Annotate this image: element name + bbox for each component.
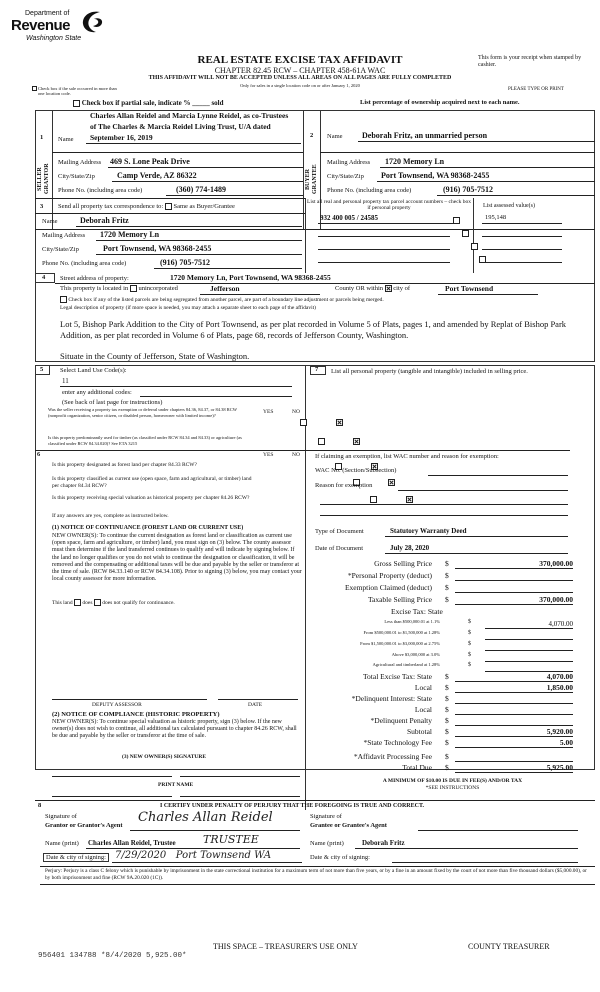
section-7-number: 7 — [315, 366, 319, 373]
logo-state-text: Washington State — [26, 35, 82, 42]
row-taxable — [305, 595, 595, 606]
logo-dept-text: Department of — [25, 10, 70, 17]
parcel-personal-checkbox-2[interactable] — [462, 230, 469, 237]
does-not-label: does not qualify for continuance. — [102, 599, 175, 606]
segregated-checkbox[interactable] — [60, 296, 67, 303]
additional-codes-label: enter any additional codes: — [62, 389, 132, 396]
row-delinq-state — [305, 694, 595, 705]
currency-sign: $ — [445, 694, 449, 703]
does-not-qualify-checkbox[interactable] — [94, 599, 101, 606]
s6-q2-no-checkbox[interactable] — [388, 479, 395, 486]
personal-value[interactable] — [455, 571, 573, 581]
s5-q2-yes-checkbox[interactable] — [318, 438, 325, 445]
penalty-label: *Delinquent Penalty — [370, 716, 432, 725]
corr-name-label: Name — [42, 218, 58, 225]
ag-value[interactable] — [485, 662, 573, 672]
parcel-personal-checkbox-1[interactable] — [453, 217, 460, 224]
wac-label: WAC No. (Section/Subsection) — [315, 467, 397, 474]
county-or-within-label: County OR within — [335, 285, 384, 292]
buyer-city-value[interactable]: Port Townsend, WA 98368-2455 — [381, 171, 490, 180]
type-or-print: PLEASE TYPE OR PRINT — [508, 87, 564, 92]
s5-q2-no-checkbox[interactable] — [353, 438, 360, 445]
minimum-note: A MINIMUM OF $10.00 IS DUE IN FEE(S) AND/OR TAX — [382, 778, 523, 784]
logo-revenue-text: Revenue — [11, 17, 71, 34]
currency-sign: $ — [445, 727, 449, 736]
this-land-label: This land — [52, 599, 73, 606]
corr-mailing-label: Mailing Address — [42, 232, 86, 239]
seller-phone-label: Phone No. (including area code) — [58, 187, 143, 194]
legal-description[interactable]: Lot 5, Bishop Park Addition to the City of Port Townsend, as per plat recorded in Volume 5 of Plats, pages 1, and amended by Replat of Bishop Park Addition, as per plat recorded in Volume 6 of Plats, page 68, records of Jefferson County, Washington. — [60, 319, 567, 340]
corr-phone-label: Phone No. (including area code) — [42, 260, 127, 267]
parcel-number-1[interactable]: 932 400 005 / 24585 — [320, 214, 378, 222]
city-of-label: city of — [393, 285, 411, 292]
row-tech-fee — [305, 738, 595, 749]
row-delinq-local — [305, 705, 595, 716]
tier1-value[interactable]: 4,070.00 — [485, 619, 573, 629]
exemption-claimed-label: Exemption Claimed (deduct) — [344, 583, 432, 592]
grantee-sig-label-1: Signature of — [310, 813, 342, 820]
section-2-number: 2 — [310, 132, 314, 139]
land-use-code[interactable]: 11 — [62, 377, 69, 385]
unincorporated-label: unincorporated — [138, 285, 178, 292]
treasurer-space-label: THIS SPACE – TREASURER'S USE ONLY — [213, 942, 358, 951]
corr-mailing-value[interactable]: 1720 Memory Ln — [100, 230, 160, 239]
total-due-value[interactable]: 5,925.00 — [455, 763, 573, 773]
row-tier3 — [305, 641, 595, 652]
street-label: Street address of property: — [60, 275, 129, 282]
multi-location-label: Check box if the sale occurred in more than one location code. — [38, 86, 117, 96]
tech-fee-label: *State Technology Fee — [363, 738, 432, 747]
correspondence-label — [58, 203, 235, 210]
legal-label: Legal description of property (if more space is needed, you may attach a separate sheet to each page of the affidavit) — [60, 305, 316, 311]
tier1-label: Less than $500,000.01 at 1.1% — [384, 619, 440, 624]
grantee-signature-line — [418, 830, 578, 831]
date-label: DATE — [248, 702, 263, 708]
row-subtotal — [305, 727, 595, 738]
s6-q3-yes-checkbox[interactable] — [370, 496, 377, 503]
perjury-notice — [45, 868, 593, 882]
currency-sign: $ — [445, 716, 449, 725]
currency-sign: $ — [468, 662, 471, 668]
buyer-side-label: BUYER GRANTEE — [305, 164, 318, 194]
continuance-row — [52, 599, 175, 606]
buyer-name-value[interactable]: Deborah Fritz, an unmarried person — [362, 131, 488, 140]
buyer-mailing-value[interactable]: 1720 Memory Ln — [385, 157, 445, 166]
county-value[interactable]: Jefferson — [210, 284, 240, 293]
ag-label: Agricultural and timberland at 1.28% — [372, 662, 440, 667]
affidavit-fee-label: *Affidavit Processing Fee — [353, 752, 432, 761]
dor-logo — [8, 8, 118, 48]
s5-q1-yes-checkbox[interactable] — [300, 419, 307, 426]
taxable-value[interactable]: 370,000.00 — [455, 595, 573, 605]
delinq-state-value[interactable] — [455, 694, 573, 704]
subtotal-label: Subtotal — [406, 727, 432, 736]
parcel-value-1[interactable]: 195,148 — [485, 214, 507, 221]
dor-swirl-icon — [78, 8, 106, 36]
tech-fee-value[interactable]: 5.00 — [455, 738, 573, 748]
partial-sale-checkbox[interactable] — [73, 100, 80, 107]
buyer-name-label: Name — [327, 133, 343, 140]
does-label: does — [82, 599, 93, 606]
reason-label: Reason for exemption — [315, 482, 373, 489]
partial-sale-row — [73, 99, 224, 107]
tier2-label: From $500,000.01 to $1,500,000 at 1.28% — [363, 630, 440, 635]
s6-q3-no-checkbox[interactable] — [406, 496, 413, 503]
s6-question-1: Is this property designated as forest land per chapter 84.33 RCW? — [52, 462, 197, 468]
row-exemption — [305, 583, 595, 594]
notice-1-body: NEW OWNER(S): To continue the current designation as forest land or classification as current use (open space, farm and agriculture, or timber) land, you must sign on (3) below. The county assessor must then determine if the land transferred continues to qualify and will indicate by signing below. If the land no longer qualifies or you do not wish to continue the designation or classification, it will be removed and the compensating or additional taxes will be due and payable by the seller or transferor at the time of sale. (RCW 84.33.140 or RCW 84.34.108). Prior to signing (3) below, you may contact your local county assessor for more information. — [52, 533, 302, 583]
s6-if-yes: If any answers are yes, complete as instructed below. — [52, 513, 169, 519]
buyer-mailing-label: Mailing Address — [327, 159, 371, 166]
delinq-state-label: *Delinquent Interest: State — [351, 694, 432, 703]
total-state-label: Total Excise Tax: State — [362, 672, 432, 681]
grantor-name-value[interactable]: Charles Allan Reidel, Trustee — [88, 839, 176, 847]
penalty-value[interactable] — [455, 716, 573, 726]
parcel-personal-checkbox-3[interactable] — [471, 243, 478, 250]
within-city-checkbox[interactable] — [385, 285, 392, 292]
section-5-number: 5 — [40, 366, 44, 373]
seller-name-line-2[interactable]: of The Charles & Marcia Reidel Living Trust, U/A dated — [90, 122, 271, 131]
doc-date-label: Date of Document — [315, 545, 364, 552]
personal-label: *Personal Property (deduct) — [347, 571, 432, 580]
form-warning: THIS AFFIDAVIT WILL NOT BE ACCEPTED UNLESS ALL AREAS ON ALL PAGES ARE FULLY COMPLETED — [148, 75, 452, 81]
currency-sign: $ — [468, 641, 471, 647]
located-row — [60, 285, 178, 292]
located-label: This property is located in — [60, 285, 129, 292]
certify-statement: I CERTIFY UNDER PENALTY OF PERJURY THAT THE FOREGOING IS TRUE AND CORRECT. — [160, 803, 425, 809]
same-as-buyer-checkbox[interactable] — [165, 203, 172, 210]
excise-header: Excise Tax: State — [391, 607, 443, 616]
section-8-number: 8 — [38, 802, 42, 809]
land-use-label: Select Land Use Code(s): — [60, 367, 127, 374]
receipt-note: This form is your receipt when stamped by cashier. — [478, 55, 582, 68]
form-subtitle: CHAPTER 82.45 RCW – CHAPTER 458-61A WAC — [214, 66, 386, 75]
segregated-label: Check box if any of the listed parcels are being segregated from another parcel, are part of a boundary line adjustment or parcels being merged. — [68, 296, 384, 303]
grantor-name-handwritten[interactable]: TRUSTEE — [203, 833, 259, 846]
seller-name-label: Name — [58, 136, 74, 143]
seller-city-label: City/State/Zip — [58, 173, 95, 180]
buyer-phone-value[interactable]: (916) 705-7512 — [443, 185, 493, 194]
personal-property-label: List all personal property (tangible and intangible) included in selling price. — [331, 368, 528, 375]
deputy-assessor-label: DEPUTY ASSESSOR — [92, 702, 142, 708]
doc-type-value[interactable]: Statutory Warranty Deed — [390, 527, 467, 535]
currency-sign: $ — [445, 763, 449, 772]
row-personal — [305, 571, 595, 582]
same-as-buyer-label: Same as Buyer/Grantee — [173, 203, 235, 210]
county-treasurer-label: COUNTY TREASURER — [468, 942, 550, 951]
grantor-date-value[interactable]: 7/29/2020 Port Townsend WA — [115, 850, 272, 861]
cashier-stamp: 956401 134788 *8/4/2020 5,925.00* — [38, 952, 187, 960]
tier2-value[interactable] — [485, 630, 573, 640]
s6-yes-header: YES — [263, 452, 274, 458]
row-total-state — [305, 672, 595, 683]
currency-sign: $ — [468, 652, 471, 658]
s6-no-header: NO — [292, 452, 300, 458]
currency-sign: $ — [445, 583, 449, 592]
legal-situate[interactable]: Situate in the County of Jefferson, State of Washington. — [60, 351, 250, 361]
section-3-number: 3 — [40, 203, 44, 210]
ownership-note: List percentage of ownership acquired next to each name. — [360, 99, 520, 106]
unincorporated-checkbox[interactable] — [130, 285, 137, 292]
seller-phone-value[interactable]: (360) 774-1489 — [176, 185, 226, 194]
correspondence-label-text: Send all property tax correspondence to: — [58, 203, 164, 210]
row-local — [305, 683, 595, 694]
currency-sign: $ — [445, 752, 449, 761]
currency-sign: $ — [445, 738, 449, 747]
parcels-header: List all real and personal property tax parcel account numbers – check box if personal property — [306, 199, 472, 211]
delinq-local-value[interactable] — [455, 705, 573, 715]
currency-sign: $ — [468, 619, 471, 625]
currency-sign: $ — [468, 630, 471, 636]
form-note: Only for sales in a single location code on or after January 1, 2020 — [240, 83, 360, 88]
partial-sale-label: Check box if partial sale, indicate % _____ sold — [81, 99, 224, 107]
exemption-label: If claiming an exemption, list WAC number and reason for exemption: — [315, 453, 499, 460]
multi-location-row — [38, 86, 118, 96]
corr-name-value[interactable]: Deborah Fritz — [80, 216, 129, 225]
affidavit-fee-value[interactable] — [455, 752, 573, 762]
corr-phone-value[interactable]: (916) 705-7512 — [160, 258, 210, 267]
grantor-signature[interactable]: Charles Allan Reidel — [138, 810, 273, 825]
gross-label: Gross Selling Price — [374, 559, 432, 568]
seller-name-line-1[interactable]: Charles Allan Reidel and Marcia Lynne Reidel, as co-Trustees — [90, 111, 289, 120]
grantee-name-value[interactable]: Deborah Fritz — [362, 839, 405, 847]
row-tier1 — [305, 619, 595, 630]
tier3-value[interactable] — [485, 641, 573, 651]
section-1-number: 1 — [40, 134, 44, 141]
corr-city-label: City/State/Zip — [42, 246, 79, 253]
row-penalty — [305, 716, 595, 727]
currency-sign: $ — [445, 705, 449, 714]
segregated-row — [60, 296, 384, 303]
row-affidavit-fee — [305, 752, 595, 763]
notice-2-title: (2) NOTICE OF COMPLIANCE (HISTORIC PROPERTY) — [52, 711, 220, 718]
currency-sign: $ — [445, 672, 449, 681]
seller-city-value[interactable]: Camp Verde, AZ 86322 — [117, 171, 197, 180]
row-total-due — [305, 763, 595, 774]
tier3-label: From $1,500,000.01 to $3,000,000 at 2.75% — [360, 641, 440, 646]
doc-type-label: Type of Document — [315, 528, 364, 535]
grantee-name-label: Name (print) — [310, 840, 344, 847]
corr-city-value[interactable]: Port Townsend, WA 98368-2455 — [103, 244, 212, 253]
exemption-value[interactable] — [455, 583, 573, 593]
grantee-date-label: Date & city of signing: — [310, 854, 370, 861]
multi-location-checkbox[interactable] — [32, 86, 37, 91]
s5-q1-no-checkbox[interactable] — [336, 419, 343, 426]
notice-2-body: NEW OWNER(S): To continue special valuation as historic property, sign (3) below. If the new owner(s) does not wish to continue, all additional tax calculated pursuant to chapter 84.26 RCW, shall be due and payable by the seller or transferor at the time of sale. — [52, 719, 297, 740]
s5-no-header: NO — [292, 409, 300, 415]
subtotal-value[interactable]: 5,920.00 — [455, 727, 573, 737]
total-state-value[interactable]: 4,070.00 — [455, 672, 573, 682]
row-tier2 — [305, 630, 595, 641]
form-title: REAL ESTATE EXCISE TAX AFFIDAVIT — [197, 54, 403, 66]
section-4-number: 4 — [42, 274, 46, 281]
doc-date-value[interactable]: July 28, 2020 — [390, 544, 430, 552]
local-label: Local — [414, 683, 432, 692]
perjury-text: Perjury: Perjury is a class C felony which is punishable by imprisonment in the state correctional institution for a maximum term of not more than five years, or by a fine in an amount fixed by the court of not more than five thousand dollars ($5,000.00), or by both imprisonment and fine (RCW 9A.20.020 (1C)). — [45, 868, 587, 881]
seller-mailing-value[interactable]: 469 S. Lone Peak Drive — [110, 157, 190, 166]
currency-sign: $ — [445, 571, 449, 580]
grantor-sig-label-1: Signature of — [45, 813, 77, 820]
gross-value[interactable]: 370,000.00 — [455, 559, 573, 569]
new-owner-signature-title: (3) NEW OWNER(S) SIGNATURE — [122, 754, 206, 760]
buyer-phone-label: Phone No. (including area code) — [327, 187, 412, 194]
print-name-label: PRINT NAME — [158, 782, 194, 788]
street-value[interactable]: 1720 Memory Ln, Port Townsend, WA 98368-2455 — [170, 273, 331, 282]
currency-sign: $ — [445, 683, 449, 692]
currency-sign: $ — [445, 559, 449, 568]
within-row — [335, 285, 410, 292]
row-gross — [305, 559, 595, 570]
section-6-number: 6 — [37, 451, 41, 458]
tier4-value[interactable] — [485, 652, 573, 662]
taxable-label: Taxable Selling Price — [367, 595, 432, 604]
seller-mailing-label: Mailing Address — [58, 159, 102, 166]
delinq-local-label: Local — [414, 705, 432, 714]
grantee-sig-label-2: Grantee or Grantee's Agent — [310, 822, 387, 829]
grantor-sig-label-2: Grantor or Grantor's Agent — [45, 822, 123, 829]
s5-question-2: Is this property predominantly used for timber (as classified under RCW 84.34 and 84.33) or agriculture (as classified under RCW 84.34.020)? See ETA 3215 — [48, 435, 242, 446]
grantor-date-label: Date & city of signing: — [43, 853, 109, 862]
seller-name-line-3[interactable]: September 16, 2019 — [90, 133, 153, 142]
city-value[interactable]: Port Townsend — [445, 284, 494, 293]
s6-question-3: Is this property receiving special valuation as historical property per chapter 84.26 RCW? — [52, 495, 250, 501]
see-back: (See back of last page for instructions) — [62, 399, 163, 406]
tier4-label: Above $3,000,000 at 3.0% — [391, 652, 440, 657]
currency-sign: $ — [445, 595, 449, 604]
notice-1-title: (1) NOTICE OF CONTINUANCE (FOREST LAND OR CURRENT USE) — [52, 525, 244, 531]
local-value[interactable]: 1,850.00 — [455, 683, 573, 693]
does-qualify-checkbox[interactable] — [74, 599, 81, 606]
s5-question-1: Was the seller receiving a property tax exemption or deferral under chapters 84.36, 84.37, or 84.38 RCW (nonprofit organization, senior citizen, or disabled person, homeowner with limited income)? — [48, 407, 237, 418]
s6-question-2: Is this property classified as current use (open space, farm and agricultural, or timber) land per chapter 84.34 RCW? — [52, 476, 252, 489]
seller-side-label: SELLER GRANTOR — [37, 163, 50, 195]
total-due-label: Total Due — [402, 763, 432, 772]
buyer-city-label: City/State/Zip — [327, 173, 364, 180]
grantor-name-label: Name (print) — [45, 840, 79, 847]
see-instructions: *SEE INSTRUCTIONS — [425, 785, 480, 791]
s5-yes-header: YES — [263, 409, 274, 415]
assessed-header: List assessed value(s) — [483, 203, 535, 209]
